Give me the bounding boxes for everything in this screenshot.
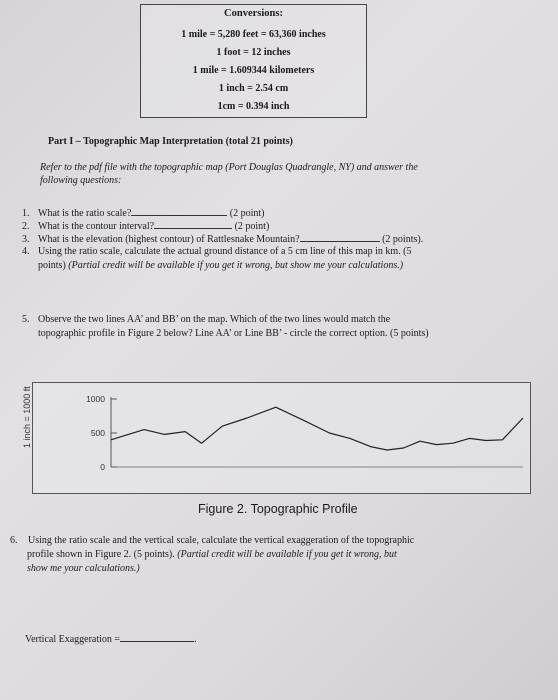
conversion-line: 1cm = 0.394 inch [217, 101, 290, 112]
question-6 [10, 535, 414, 546]
answer-blank[interactable] [154, 219, 232, 229]
question-4-line2 [38, 260, 403, 271]
question-text: What is the ratio scale? [38, 208, 132, 219]
question-number: 6. [10, 535, 18, 546]
conversions-box [140, 4, 367, 118]
question-number: 3. [22, 234, 30, 245]
question-6-line2 [27, 549, 397, 560]
part1-intro-line1: Refer to the pdf file with the topographic map (Port Douglas Quadrangle, NY) and answer the [40, 162, 418, 173]
conversion-line: 1 inch = 2.54 cm [218, 83, 289, 94]
part1-heading: Part I – Topographic Map Interpretation (total 21 points) [48, 136, 293, 147]
conversions-title: Conversions: [224, 8, 283, 19]
question-text: Using the ratio scale, calculate the actual ground distance of a 5 cm line of this map in km. (5 [38, 246, 412, 257]
answer-blank[interactable] [300, 232, 380, 242]
y-axis-label: 1 inch = 1000 ft [22, 386, 32, 448]
partial-credit-note: (Partial credit will be available if you get it wrong, but show me your calculations.) [68, 260, 404, 271]
question-number: 2. [22, 221, 30, 232]
profile-svg [33, 383, 530, 493]
question-points: profile shown in Figure 2. (5 points). [27, 549, 175, 560]
question-1 [22, 206, 265, 219]
question-5-line2: topographic profile in Figure 2 below? Line AA’ or Line BB’ - circle the correct option. (5 points) [38, 328, 429, 339]
question-points: (2 points). [382, 234, 424, 245]
conversion-line: 1 mile = 1.609344 kilometers [192, 65, 315, 76]
question-5 [22, 314, 390, 325]
answer-blank[interactable] [131, 206, 227, 216]
y-tick-label: 1000 [86, 394, 105, 404]
question-2 [22, 219, 269, 232]
question-3 [22, 232, 423, 245]
y-tick-label: 0 [100, 462, 105, 472]
partial-credit-note: (Partial credit will be available if you get it wrong, but [177, 549, 397, 560]
question-points: (2 point) [234, 221, 270, 232]
vertical-exaggeration-blank[interactable] [120, 632, 194, 642]
part1-intro-line2: following questions: [40, 175, 122, 186]
question-text: What is the elevation (highest contour) of Rattlesnake Mountain? [38, 234, 300, 245]
conversion-line: 1 mile = 5,280 feet = 63,360 inches [181, 29, 326, 40]
figure-caption: Figure 2. Topographic Profile [198, 502, 358, 516]
question-points: (2 point) [229, 208, 265, 219]
question-text: Observe the two lines AA’ and BB’ on the map. Which of the two lines would match the [38, 314, 391, 325]
vertical-exaggeration-label: Vertical Exaggeration = [25, 634, 121, 645]
vertical-exaggeration-row: Vertical Exaggeration = . [25, 634, 197, 645]
question-number: 5. [22, 314, 30, 325]
question-number: 4. [22, 246, 30, 257]
question-text: What is the contour interval? [38, 221, 155, 232]
question-number: 1. [22, 208, 30, 219]
question-text: Using the ratio scale and the vertical scale, calculate the vertical exaggeration of the topographic [28, 535, 415, 546]
conversion-line: 1 foot = 12 inches [216, 47, 291, 58]
y-tick-label: 500 [90, 428, 105, 438]
profile-line [111, 407, 523, 450]
question-points: points) [38, 260, 66, 271]
question-4 [22, 246, 412, 257]
question-6-line3: show me your calculations.) [27, 563, 140, 574]
topographic-profile-chart [32, 382, 531, 494]
